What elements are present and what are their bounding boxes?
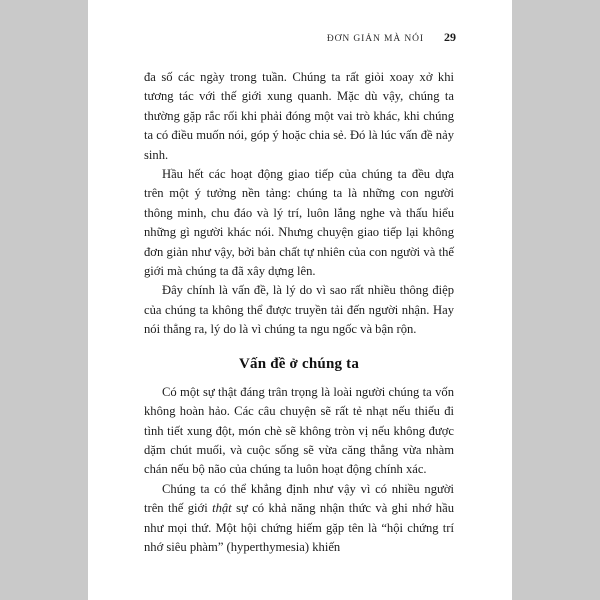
page-content xyxy=(88,0,512,600)
paragraph-with-italic xyxy=(144,480,454,558)
section-heading: Vấn đề ở chúng ta xyxy=(238,355,360,372)
paragraph-continued: đa số các ngày trong tuần. Chúng ta rất giỏi xoay xở khi tương tác với thế giới xung quanh. Mặc dù vậy, chúng ta thường gặp rắc rối khi phải đóng một vai trò khác, khi chúng ta có điều muốn nói, góp ý hoặc chia sẻ. Đó là lúc vấn đề nảy sinh. xyxy=(144,70,454,162)
body-text-column xyxy=(144,68,454,557)
running-title: ĐƠN GIẢN MÀ NÓI xyxy=(326,34,424,44)
paragraph: Đây chính là vấn đề, là lý do vì sao rất nhiều thông điệp của chúng ta không thể được truyền tải đến người nhận. Hay nói thẳng ra, lý do là vì chúng ta ngu ngốc và bận rộn. xyxy=(144,283,454,337)
paragraph-part-2: sự có khả năng nhận thức và ghi nhớ hầu như mọi thứ. Một hội chứng hiếm gặp tên là “hội chứng trí nhớ siêu phàm” (hyperthymesia) khiến xyxy=(144,501,454,554)
running-head xyxy=(88,30,512,45)
paragraph: Có một sự thật đáng trân trọng là loài người chúng ta vốn không hoàn hảo. Các câu chuyện sẽ rất tẻ nhạt nếu thiếu đi tình tiết xung đột, món chè sẽ không tròn vị nếu không được dặm chút muối, và cuộc sống sẽ vừa căng thẳng vừa nhàm chán nếu bộ não của chúng ta luôn hoạt động chính xác. xyxy=(144,384,454,477)
book-page xyxy=(88,0,512,600)
italic-emphasis: thật xyxy=(212,501,232,516)
paragraph: Hầu hết các hoạt động giao tiếp của chúng ta đều dựa trên một ý tưởng nền tảng: chúng ta là những con người thông minh, chu đáo và lý trí, luôn lắng nghe và thấu hiểu những gì người khác nói. Nhưng chuyện giao tiếp lại không đơn giản như vậy, bởi bản chất tự nhiên của con người và thế giới mà chúng ta đã xây dựng lên. xyxy=(144,167,454,279)
page-number: 29 xyxy=(444,30,456,44)
paragraph-part-1: Chúng ta có thể khẳng định như vậy vì có nhiều người trên thế giới xyxy=(144,481,454,516)
